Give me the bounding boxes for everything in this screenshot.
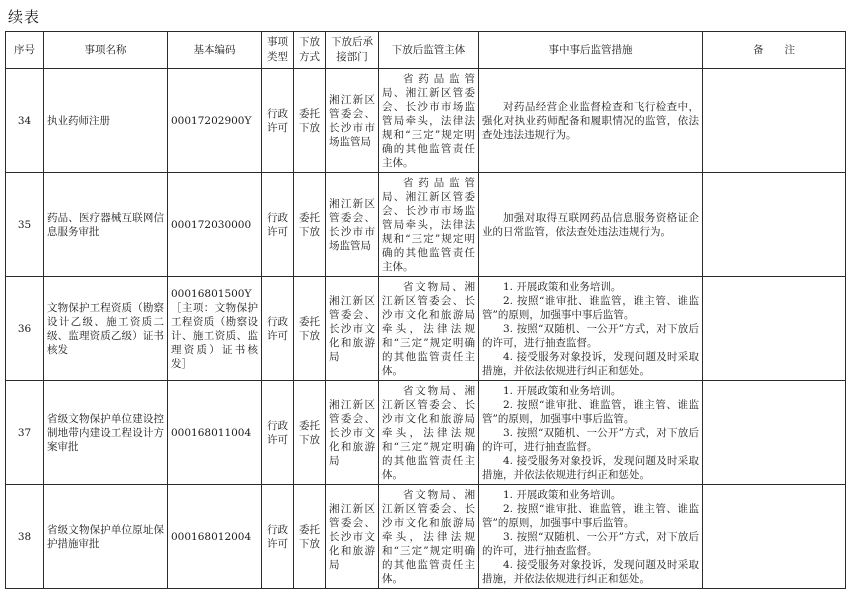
cell-seq: 37 <box>6 381 44 485</box>
measure-item: 2. 按照“谁审批、谁监管，谁主管、谁监管”的原则，加强事中事后监管。 <box>482 398 699 425</box>
measure-item: 4. 接受服务对象投诉，发现问题及时采取措施，并依法依规进行纠正和惩处。 <box>482 454 699 481</box>
table-caption: 续表 <box>8 8 41 26</box>
cell-remarks <box>703 485 846 589</box>
measure-item: 3. 按照“双随机、一公开”方式，对下放后的许可，进行抽查监督。 <box>482 530 699 557</box>
cell-measures <box>479 173 703 277</box>
cell-code: 000168011004 <box>168 381 262 485</box>
cell-receiver: 湘江新区管委会、长沙市文化和旅游局 <box>326 277 379 381</box>
supervisor-text: 省文物局、湘江新区管委会、长沙市文化和旅游局牵头，法律法规和“三定”规定明确的其他监管责任主体。 <box>382 384 475 481</box>
cell-supervisor <box>379 173 479 277</box>
cell-method: 委托下放 <box>294 485 326 589</box>
supervision-table <box>5 31 846 589</box>
cell-type: 行政许可 <box>262 485 294 589</box>
measure-item: 2. 按照“谁审批、谁监管，谁主管、谁监管”的原则，加强事中事后监管。 <box>482 502 699 529</box>
cell-method: 委托下放 <box>294 381 326 485</box>
cell-code: 00016801500Y［主项：文物保护工程资质（勘察设计、施工资质、监理资质）证书核发］ <box>168 277 262 381</box>
header-method: 下放方式 <box>294 32 326 69</box>
supervisor-text: 省文物局、湘江新区管委会、长沙市文化和旅游局牵头，法律法规和“三定”规定明确的其他监管责任主体。 <box>382 488 475 585</box>
cell-seq: 34 <box>6 69 44 173</box>
cell-measures <box>479 69 703 173</box>
supervisor-text: 省药品监管局、湘江新区管委会、长沙市市场监管局牵头，法律法规和“三定”规定明确的其他监管责任主体。 <box>382 72 475 169</box>
cell-name: 省级文物保护单位原址保护措施审批 <box>44 485 168 589</box>
cell-supervisor <box>379 381 479 485</box>
cell-type: 行政许可 <box>262 69 294 173</box>
header-name: 事项名称 <box>44 32 168 69</box>
header-type: 事项类型 <box>262 32 294 69</box>
header-supervisor: 下放后监管主体 <box>379 32 479 69</box>
measure-item: 对药品经营企业监督检查和飞行检查中，强化对执业药师配备和履职情况的监管，依法查处违法违规行为。 <box>482 100 699 141</box>
cell-seq: 36 <box>6 277 44 381</box>
cell-type: 行政许可 <box>262 277 294 381</box>
cell-measures <box>479 277 703 381</box>
cell-remarks <box>703 381 846 485</box>
table-row <box>6 69 846 173</box>
header-row <box>6 32 846 69</box>
header-code: 基本编码 <box>168 32 262 69</box>
cell-method: 委托下放 <box>294 277 326 381</box>
cell-name: 文物保护工程资质（勘察设计乙级、施工资质二级、监理资质乙级）证书核发 <box>44 277 168 381</box>
measure-item: 4. 接受服务对象投诉，发现问题及时采取措施，并依法依规进行纠正和惩处。 <box>482 558 699 585</box>
cell-type: 行政许可 <box>262 173 294 277</box>
header-measures: 事中事后监管措施 <box>479 32 703 69</box>
measure-item: 4. 接受服务对象投诉，发现问题及时采取措施，并依法依规进行纠正和惩处。 <box>482 350 699 377</box>
cell-method: 委托下放 <box>294 69 326 173</box>
cell-code: 00017202900Y <box>168 69 262 173</box>
measure-item: 3. 按照“双随机、一公开”方式，对下放后的许可，进行抽查监督。 <box>482 322 699 349</box>
measure-item: 3. 按照“双随机、一公开”方式，对下放后的许可，进行抽查监督。 <box>482 426 699 453</box>
cell-receiver: 湘江新区管委会、长沙市文化和旅游局 <box>326 485 379 589</box>
cell-seq: 38 <box>6 485 44 589</box>
cell-name: 执业药师注册 <box>44 69 168 173</box>
cell-type: 行政许可 <box>262 381 294 485</box>
header-seq: 序号 <box>6 32 44 69</box>
cell-remarks <box>703 277 846 381</box>
supervisor-text: 省药品监管局、湘江新区管委会、长沙市市场监管局牵头，法律法规和“三定”规定明确的其他监管责任主体。 <box>382 176 475 273</box>
measure-item: 1. 开展政策和业务培训。 <box>503 280 622 293</box>
cell-receiver: 湘江新区管委会、长沙市文化和旅游局 <box>326 381 379 485</box>
cell-receiver: 湘江新区管委会、长沙市市场监管局 <box>326 173 379 277</box>
table-row <box>6 381 846 485</box>
cell-supervisor <box>379 69 479 173</box>
table-row <box>6 485 846 589</box>
measure-item: 2. 按照“谁审批、谁监管，谁主管、谁监管”的原则，加强事中事后监管。 <box>482 294 699 321</box>
cell-measures <box>479 485 703 589</box>
measure-item: 1. 开展政策和业务培训。 <box>503 488 622 501</box>
table-row <box>6 277 846 381</box>
cell-supervisor <box>379 485 479 589</box>
cell-seq: 35 <box>6 173 44 277</box>
cell-name: 省级文物保护单位建设控制地带内建设工程设计方案审批 <box>44 381 168 485</box>
measure-item: 1. 开展政策和业务培训。 <box>503 384 622 397</box>
cell-supervisor <box>379 277 479 381</box>
cell-code: 000172030000 <box>168 173 262 277</box>
header-receiver: 下放后承接部门 <box>326 32 379 69</box>
supervisor-text: 省文物局、湘江新区管委会、长沙市文化和旅游局牵头，法律法规和“三定”规定明确的其他监管责任主体。 <box>382 280 475 377</box>
cell-remarks <box>703 69 846 173</box>
cell-code: 000168012004 <box>168 485 262 589</box>
header-remarks: 备 注 <box>703 32 846 69</box>
cell-measures <box>479 381 703 485</box>
table-row <box>6 173 846 277</box>
cell-receiver: 湘江新区管委会、长沙市市场监管局 <box>326 69 379 173</box>
cell-name: 药品、医疗器械互联网信息服务审批 <box>44 173 168 277</box>
cell-method: 委托下放 <box>294 173 326 277</box>
cell-remarks <box>703 173 846 277</box>
measure-item: 加强对取得互联网药品信息服务资格证企业的日常监管，依法查处违法违规行为。 <box>482 211 699 238</box>
